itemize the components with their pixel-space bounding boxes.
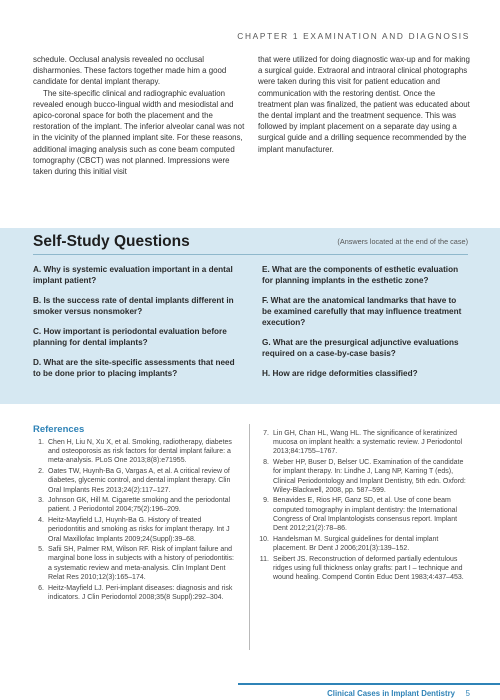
body-paragraph: schedule. Occlusal analysis revealed no occlusal disharmonies. These factors together made him a good candidate for dental implant therapy.	[33, 55, 227, 87]
question-b: B. Is the success rate of dental implants different in smoker versus nonsmoker?	[33, 296, 234, 316]
reference-item: 3. Johnson GK, Hill M. Cigarette smoking and the periodontal patient. J Periodontol 2004;75(2):196–209.	[38, 497, 231, 514]
question-e: E. What are the components of esthetic evaluation for planning implants in the esthetic zone?	[262, 265, 459, 285]
self-study-questions-left	[33, 264, 239, 388]
references-column-left	[33, 424, 238, 603]
self-study-questions-right	[262, 264, 468, 388]
reference-item: 4. Heitz-Mayfield LJ, Huynh-Ba G. History of treated periodontitis and smoking as risks for implant therapy. Int J Oral Maxillofac Implants 2009;24(Suppl):39–68.	[38, 517, 230, 543]
body-column-right	[258, 54, 470, 177]
references-title: References	[33, 424, 85, 435]
reference-item: 8. Weber HP, Buser D, Belser UC. Examination of the candidate for implant therapy. In: Lindhe J, Lang NP, Karring T (eds), Clinical Periodontology and Implant Dentistry, 5th edn. Oxford: Wiley-Blackwell, 2008, pp. 587–599.	[263, 459, 466, 494]
reference-item: 1. Chen H, Liu N, Xu X, et al. Smoking, radiotherapy, diabetes and osteoporosis as risk factors for dental implant failure: a meta-analysis. PLoS One 2013;8(8):e71955.	[38, 439, 232, 465]
self-study-note: (Answers located at the end of the case)	[337, 237, 468, 246]
body-paragraph: The site-specific clinical and radiographic evaluation revealed enough bucco-lingual width and mesiodistal and apico-coronal space for both the placement and the restoration of the implant. The inferior alveolar canal was not in the vicinity of the planned implant site. For these reasons, additional imaging analysis such as cone beam computed tomography (CBCT) was not planned. Impressions were taken during this initial visit	[33, 88, 245, 177]
reference-item: 10. Handelsman M. Surgical guidelines for dental implant placement. Br Dent J 2006;201(3):139–152.	[259, 535, 439, 552]
self-study-panel	[0, 228, 500, 404]
body-paragraph: that were utilized for doing diagnostic wax-up and for making a surgical guide. Extraoral and intraoral clinical photographs were taken during this visit for patient education and communication with the restoring dentist. Once the treatment plan was finalized, the patient was educated about the dental implant and the treatment sequence. This was followed by implant placement on a separate day using a surgical guide and a drilling sequence recommended by the implant manufacturer.	[258, 55, 470, 154]
question-c: C. How important is periodontal evaluation before planning for dental implants?	[33, 327, 227, 347]
question-h: H. How are ridge deformities classified?	[262, 369, 418, 378]
references-list-left	[33, 438, 238, 602]
body-column-left	[33, 54, 245, 177]
running-head: CHAPTER 1 EXAMINATION AND DIAGNOSIS	[237, 31, 470, 41]
page-footer	[0, 683, 500, 700]
footer-book-title: Clinical Cases in Implant Dentistry	[327, 689, 455, 698]
reference-item: 2. Oates TW, Huynh-Ba G, Vargas A, et al. A critical review of diabetes, glycemic control, and dental implant therapy. Clin Oral Implants Res 2013;24(2):117–127.	[38, 468, 231, 494]
reference-item: 6. Heitz-Mayfield LJ. Peri-implant diseases: diagnosis and risk indicators. J Clin Periodontol 2008;35(8 Suppl):292–304.	[38, 584, 233, 601]
reference-item: 5. Safii SH, Palmer RM, Wilson RF. Risk of implant failure and marginal bone loss in subjects with a history of periodontitis: a systematic review and meta-analysis. Clin Implant Dent Relat Res 2010;12(3):165–174.	[38, 546, 234, 581]
reference-item: 9. Benavides E, Rios HF, Ganz SD, et al. Use of cone beam computed tomography in implant dentistry: the International Congress of Oral Implantologists consensus report. Implant Dent 2012;21(2):78–86.	[263, 497, 458, 533]
references-list-right	[258, 429, 470, 582]
body-text	[33, 54, 470, 177]
page-number: 5	[465, 689, 470, 698]
footer-rule	[238, 683, 500, 685]
question-a: A. Why is systemic evaluation important in a dental implant patient?	[33, 265, 233, 285]
self-study-title: Self-Study Questions	[33, 233, 190, 250]
question-d: D. What are the site-specific assessments that need to be done prior to placing implants?	[33, 358, 235, 378]
self-study-divider	[33, 254, 468, 255]
question-g: G. What are the presurgical adjunctive evaluations required on a case-by-case basis?	[262, 338, 459, 358]
reference-item: 7. Lin GH, Chan HL, Wang HL. The significance of keratinized mucosa on implant health: a systematic review. J Periodontol 2013;84:1755–1767.	[263, 430, 463, 456]
question-f: F. What are the anatomical landmarks that have to be examined carefully that may influence treatment execution?	[262, 296, 462, 327]
reference-item: 11. Seibert JS. Reconstruction of deformed partially edentulous ridges using full thickness onlay grafts: part I – technique and wound healing. Compend Contin Educ Dent 1983;4:437–453.	[259, 555, 464, 582]
references-column-right	[249, 424, 470, 650]
